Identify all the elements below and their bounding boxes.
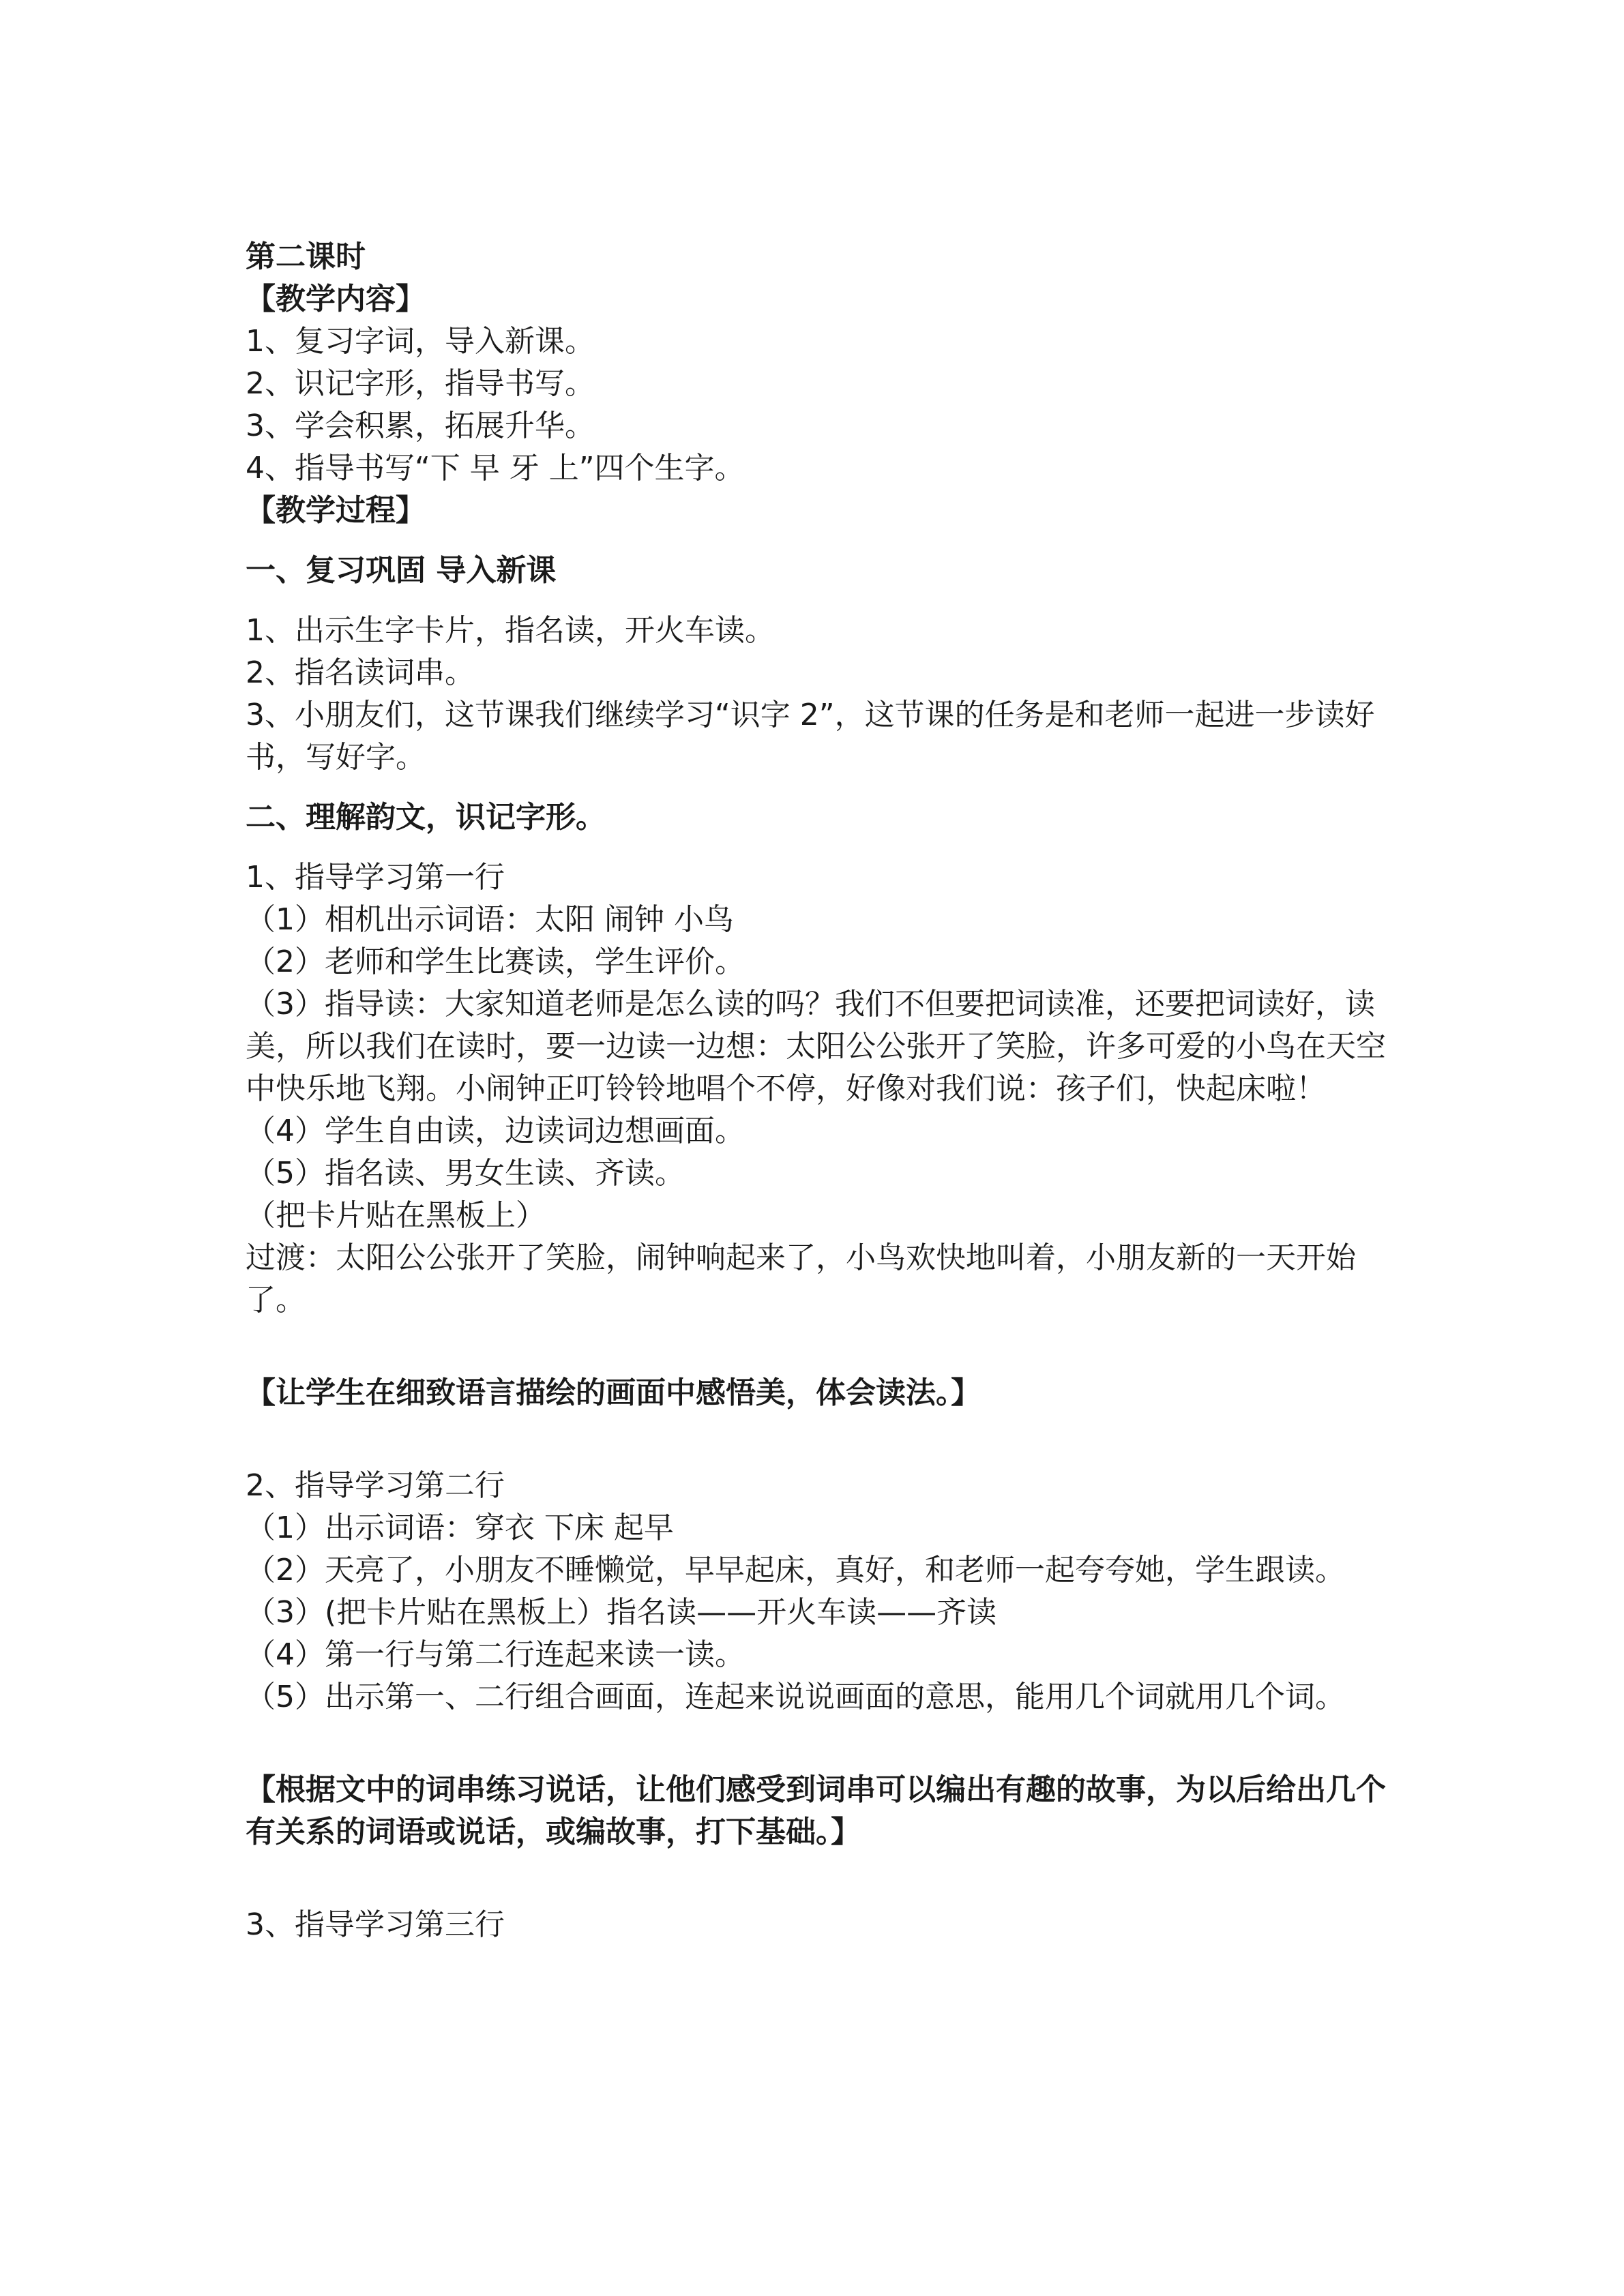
row2-title: 2、指导学习第二行 (246, 1468, 505, 1503)
part1-item: 1、出示生字卡片，指名读，开火车读。 (246, 613, 775, 648)
content-item: 1、复习字词，导入新课。 (246, 324, 595, 359)
row2-item: （5）出示第一、二行组合画面，连起来说说画面的意思，能用几个词就用几个词。 (246, 1680, 1345, 1714)
part1-item: 3、小朋友们，这节课我们继续学习“识字 2”，这节课的任务是和老师一起进一步读好书，写好字。 (246, 698, 1375, 775)
row1-title: 1、指导学习第一行 (246, 860, 505, 895)
row1-design-note: 【让学生在细致语言描绘的画面中感悟美，体会读法。】 (246, 1375, 981, 1410)
row1-item: （1）相机出示词语：太阳 闹钟 小鸟 (246, 902, 734, 937)
content-item: 3、学会积累，拓展升华。 (246, 408, 595, 443)
teaching-content-header: 【教学内容】 (246, 282, 426, 316)
row1-item: （5）指名读、男女生读、齐读。 (246, 1156, 685, 1191)
part1-item: 2、指名读词串。 (246, 655, 475, 690)
row1-item: （把卡片贴在黑板上） (246, 1198, 546, 1233)
row3-title: 3、指导学习第三行 (246, 1907, 505, 1942)
row1-item: （2）老师和学生比赛读，学生评价。 (246, 944, 745, 979)
row2-item: （1）出示词语：穿衣 下床 起早 (246, 1510, 674, 1545)
part1-heading: 一、复习巩固 导入新课 (246, 553, 557, 588)
content-item: 2、识记字形，指导书写。 (246, 366, 595, 401)
row2-item: （4）第一行与第二行连起来读一读。 (246, 1637, 745, 1672)
row2-item: （3）(把卡片贴在黑板上）指名读——开火车读——齐读 (246, 1595, 997, 1630)
content-item: 4、指导书写“下 早 牙 上”四个生字。 (246, 451, 745, 486)
row1-transition: 过渡：太阳公公张开了笑脸，闹钟响起来了，小鸟欢快地叫着，小朋友新的一天开始了。 (246, 1240, 1356, 1317)
row2-item: （2）天亮了，小朋友不睡懒觉，早早起床，真好，和老师一起夸夸她，学生跟读。 (246, 1553, 1345, 1587)
teaching-process-header: 【教学过程】 (246, 493, 426, 528)
row1-item: （4）学生自由读，边读词边想画面。 (246, 1114, 745, 1148)
row1-item: （3）指导读：大家知道老师是怎么读的吗？我们不但要把词读准，还要把词读好，读美，所以我们在读时，要一边读一边想：太阳公公张开了笑脸，许多可爱的小鸟在天空中快乐地飞翔。小闹钟正叮铃铃地唱个不停，好像对我们说：孩子们，快起床啦！ (246, 987, 1386, 1106)
lesson-title: 第二课时 (246, 239, 366, 274)
document-page (246, 236, 1386, 1946)
part2-heading: 二、理解韵文，识记字形。 (246, 800, 606, 835)
row2-design-note: 【根据文中的词串练习说话，让他们感受到词串可以编出有趣的故事，为以后给出几个有关系的词语或说话，或编故事，打下基础。】 (246, 1772, 1386, 1849)
